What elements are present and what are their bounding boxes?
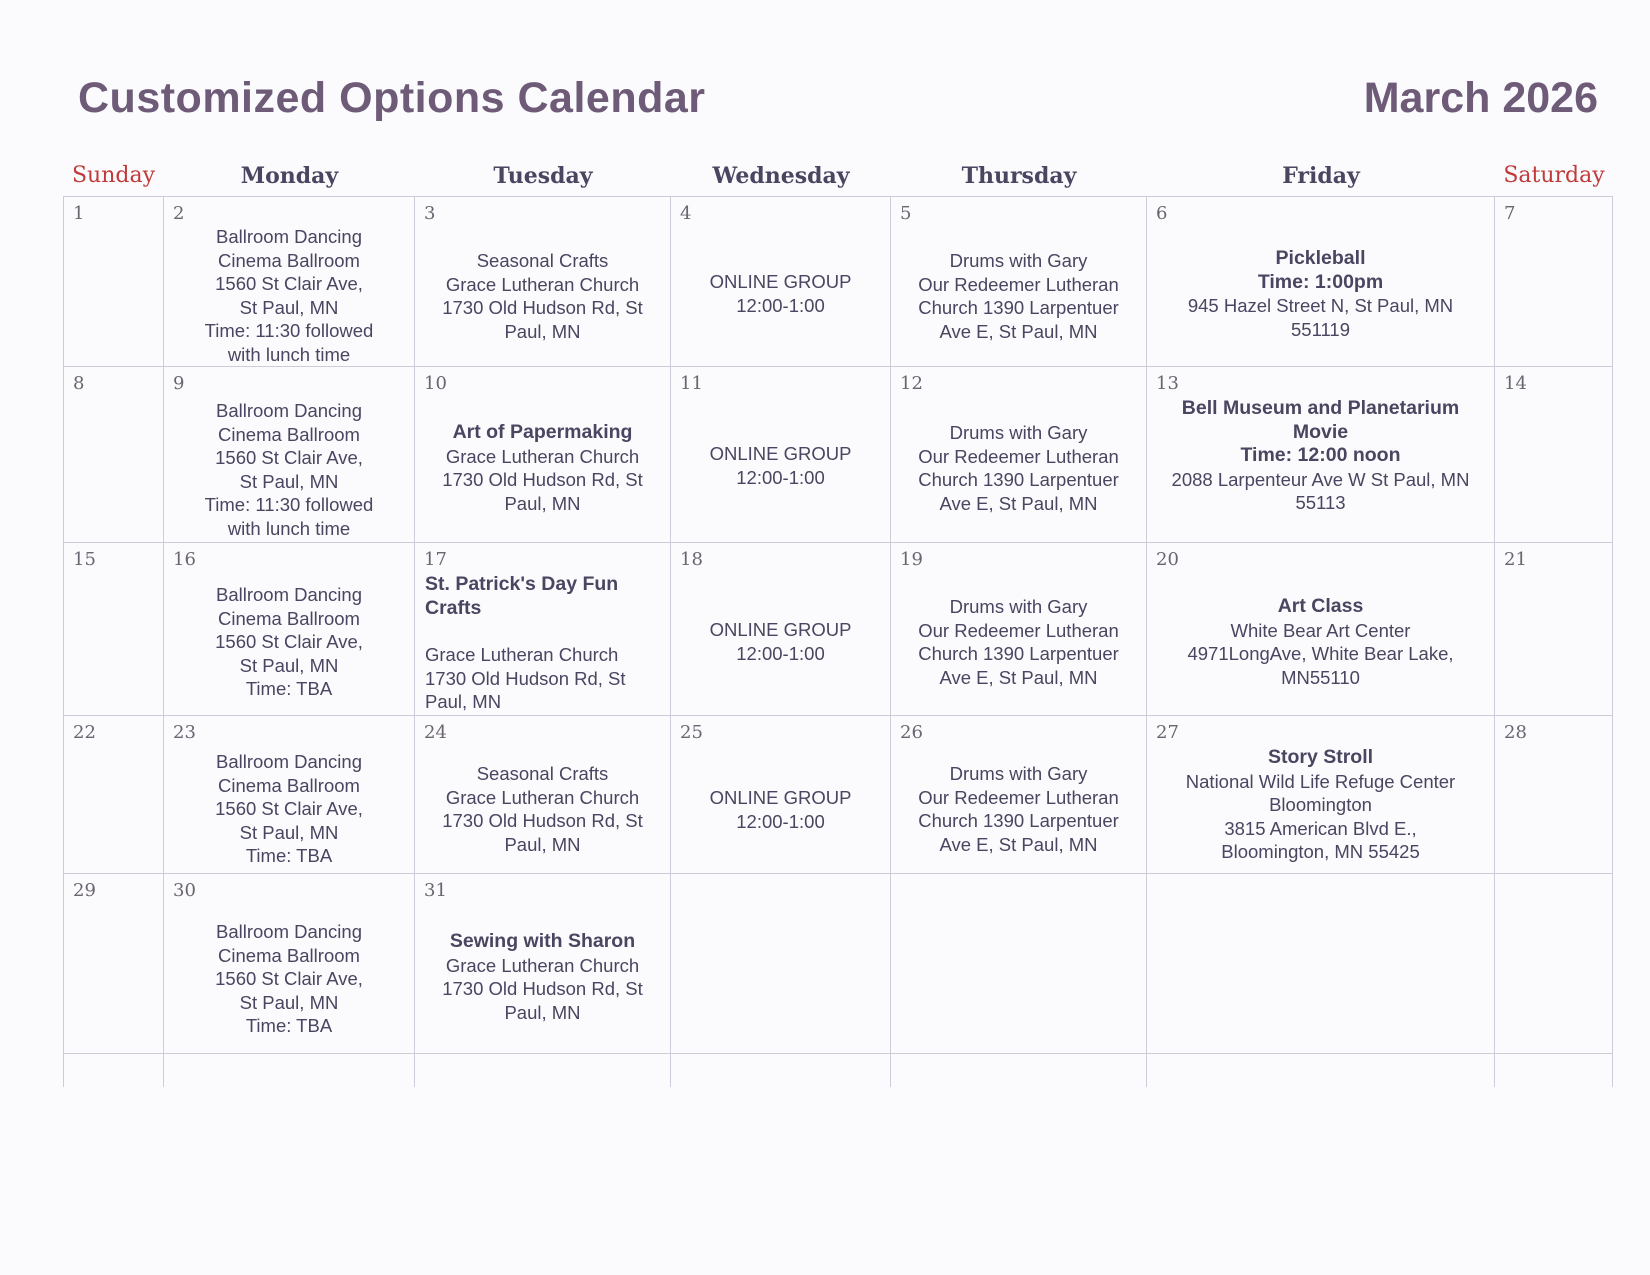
event-detail-line: Grace Lutheran Church bbox=[445, 786, 640, 808]
event-detail-line: Time: 11:30 followed bbox=[204, 320, 374, 341]
event-detail-line: Grace Lutheran Church bbox=[425, 644, 619, 665]
day-number: 24 bbox=[424, 722, 447, 743]
event-detail-line: 12:00-1:00 bbox=[736, 294, 825, 316]
month-label: March 2026 bbox=[1363, 74, 1598, 122]
day-cell bbox=[671, 874, 891, 1054]
event-detail-line: Seasonal Crafts bbox=[476, 250, 609, 271]
event-detail-line: Paul, MN bbox=[504, 492, 581, 514]
event-detail-line: Cinema Ballroom bbox=[218, 423, 360, 445]
weekday-tuesday: Tuesday bbox=[493, 163, 593, 189]
event-detail-line: Church 1390 Larpentuer bbox=[918, 810, 1119, 831]
event-detail-line: Ballroom Dancing bbox=[215, 400, 362, 421]
event-detail-line: Grace Lutheran Church bbox=[445, 445, 640, 467]
event-detail-line: 1560 St Clair Ave, bbox=[215, 273, 363, 294]
event-block bbox=[1147, 247, 1494, 341]
event-detail-line: 1560 St Clair Ave, bbox=[215, 631, 363, 652]
event-detail-line: Grace Lutheran Church bbox=[445, 954, 640, 976]
event-detail-line: St Paul, MN bbox=[239, 470, 339, 492]
event-detail-line: Paul, MN bbox=[504, 1001, 581, 1023]
day-number: 27 bbox=[1156, 722, 1179, 743]
event-detail-line: Time: 11:30 followed bbox=[204, 494, 374, 515]
day-number: 13 bbox=[1156, 373, 1179, 394]
event-title: Crafts bbox=[425, 596, 482, 619]
event-title: Bell Museum and Planetarium bbox=[1181, 397, 1460, 419]
day-number: 10 bbox=[424, 373, 447, 394]
event-title: Movie bbox=[1292, 420, 1349, 443]
day-number: 15 bbox=[73, 549, 96, 570]
event-title: St. Patrick's Day Fun bbox=[425, 573, 619, 595]
day-number: 1 bbox=[73, 203, 85, 224]
grid-tail-line bbox=[1146, 1054, 1147, 1087]
weekday-friday: Friday bbox=[1282, 163, 1360, 189]
grid-tail-line bbox=[414, 1054, 415, 1087]
day-number: 8 bbox=[73, 373, 85, 394]
event-detail-line: Time: TBA bbox=[245, 845, 333, 866]
event-detail-line: ONLINE GROUP bbox=[709, 443, 852, 464]
day-cell bbox=[63, 543, 164, 716]
event-block bbox=[415, 249, 670, 343]
event-title: Art Class bbox=[1277, 595, 1364, 617]
day-cell bbox=[1495, 197, 1613, 367]
day-number: 14 bbox=[1504, 373, 1527, 394]
event-detail-line: ONLINE GROUP bbox=[709, 271, 852, 292]
event-detail-line: Time: TBA bbox=[245, 1015, 333, 1036]
event-block bbox=[671, 442, 890, 489]
day-cell bbox=[164, 197, 415, 367]
event-block bbox=[671, 786, 890, 833]
event-block bbox=[891, 762, 1146, 856]
event-detail-line: Ballroom Dancing bbox=[215, 921, 362, 942]
event-block bbox=[671, 270, 890, 317]
event-detail-line: White Bear Art Center bbox=[1230, 619, 1411, 641]
event-block bbox=[164, 399, 414, 540]
day-number: 18 bbox=[680, 549, 703, 570]
event-block bbox=[891, 421, 1146, 515]
day-number: 25 bbox=[680, 722, 703, 743]
day-cell bbox=[415, 367, 671, 543]
event-detail-line: National Wild Life Refuge Center bbox=[1185, 770, 1456, 792]
day-cell bbox=[63, 874, 164, 1054]
event-detail-line: Seasonal Crafts bbox=[476, 763, 609, 784]
event-block bbox=[1147, 746, 1494, 864]
day-cell bbox=[164, 367, 415, 543]
grid-tail-line bbox=[1494, 1054, 1495, 1087]
event-block bbox=[1147, 595, 1494, 689]
event-detail-line: Ave E, St Paul, MN bbox=[939, 492, 1098, 514]
event-detail-line: Cinema Ballroom bbox=[218, 249, 360, 271]
event-block bbox=[891, 595, 1146, 689]
event-title: Time: 1:00pm bbox=[1257, 270, 1384, 293]
event-title: Pickleball bbox=[1275, 247, 1366, 269]
day-cell bbox=[1147, 197, 1495, 367]
event-detail-line: Our Redeemer Lutheran bbox=[918, 619, 1119, 641]
event-detail-line: Bloomington, MN 55425 bbox=[1221, 841, 1420, 862]
event-block bbox=[415, 421, 670, 515]
event-detail-line: with lunch time bbox=[227, 517, 351, 539]
day-cell bbox=[891, 197, 1147, 367]
day-number: 19 bbox=[900, 549, 923, 570]
event-detail-line: Ave E, St Paul, MN bbox=[939, 666, 1098, 688]
event-detail-line: 2088 Larpenteur Ave W St Paul, MN bbox=[1171, 468, 1470, 490]
day-number: 16 bbox=[173, 549, 196, 570]
event-detail-line: St Paul, MN bbox=[239, 821, 339, 843]
event-detail-line: 1730 Old Hudson Rd, St bbox=[425, 667, 626, 689]
event-block bbox=[671, 618, 890, 665]
grid-tail-line bbox=[670, 1054, 671, 1087]
event-detail-line: 3815 American Blvd E., bbox=[1224, 817, 1417, 839]
event-detail-line: 12:00-1:00 bbox=[736, 466, 825, 488]
day-number: 26 bbox=[900, 722, 923, 743]
event-detail-line: 1730 Old Hudson Rd, St bbox=[442, 469, 643, 490]
event-detail-line: Paul, MN bbox=[425, 691, 502, 712]
event-detail-line: Church 1390 Larpentuer bbox=[918, 297, 1119, 318]
event-detail-line: ONLINE GROUP bbox=[709, 619, 852, 640]
event-block bbox=[415, 762, 670, 856]
event-detail-line: Grace Lutheran Church bbox=[445, 273, 640, 295]
calendar-title: Customized Options Calendar bbox=[78, 74, 706, 122]
event-detail-line: Paul, MN bbox=[504, 320, 581, 342]
day-number: 6 bbox=[1156, 203, 1168, 224]
event-detail-line: 1730 Old Hudson Rd, St bbox=[442, 978, 643, 999]
event-detail-line: Our Redeemer Lutheran bbox=[918, 273, 1119, 295]
event-detail-line: St Paul, MN bbox=[239, 296, 339, 318]
event-detail-line: Our Redeemer Lutheran bbox=[918, 786, 1119, 808]
day-number: 31 bbox=[424, 880, 447, 901]
event-detail-line: Drums with Gary bbox=[949, 422, 1088, 443]
event-block bbox=[164, 920, 414, 1038]
day-number: 23 bbox=[173, 722, 196, 743]
event-detail-line: St Paul, MN bbox=[239, 991, 339, 1013]
day-number: 22 bbox=[73, 722, 96, 743]
day-cell bbox=[671, 197, 891, 367]
event-title: Sewing with Sharon bbox=[449, 930, 636, 952]
day-number: 2 bbox=[173, 203, 185, 224]
event-block bbox=[164, 750, 414, 868]
day-number: 4 bbox=[680, 203, 692, 224]
event-block bbox=[164, 583, 414, 701]
day-number: 5 bbox=[900, 203, 912, 224]
grid-tail-line bbox=[163, 1054, 164, 1087]
day-number: 9 bbox=[173, 373, 185, 394]
event-detail-line: 1560 St Clair Ave, bbox=[215, 447, 363, 468]
event-detail-line: Ballroom Dancing bbox=[215, 226, 362, 247]
day-cell bbox=[891, 716, 1147, 874]
weekday-wednesday: Wednesday bbox=[712, 163, 850, 189]
event-detail-line: 1560 St Clair Ave, bbox=[215, 968, 363, 989]
event-title: Time: 12:00 noon bbox=[1240, 444, 1401, 466]
event-block bbox=[164, 225, 414, 366]
event-detail-line: 12:00-1:00 bbox=[736, 642, 825, 664]
event-block bbox=[1147, 397, 1494, 515]
event-detail-line: Bloomington bbox=[1269, 794, 1372, 815]
grid-tail-line bbox=[890, 1054, 891, 1087]
day-number: 28 bbox=[1504, 722, 1527, 743]
event-detail-line: 12:00-1:00 bbox=[736, 810, 825, 832]
event-detail-line: 1730 Old Hudson Rd, St bbox=[442, 810, 643, 831]
day-cell bbox=[63, 197, 164, 367]
event-detail-line: 551119 bbox=[1291, 318, 1350, 340]
day-number: 20 bbox=[1156, 549, 1179, 570]
day-cell bbox=[415, 874, 671, 1054]
event-detail-line: Ave E, St Paul, MN bbox=[939, 320, 1098, 342]
grid-tail-line bbox=[63, 1054, 64, 1087]
event-detail-line: 55113 bbox=[1295, 492, 1346, 513]
day-cell bbox=[415, 543, 671, 716]
event-detail-line: Church 1390 Larpentuer bbox=[918, 643, 1119, 664]
day-cell bbox=[1147, 874, 1495, 1054]
calendar-grid bbox=[63, 196, 1613, 1087]
day-cell bbox=[63, 367, 164, 543]
event-detail-line: Cinema Ballroom bbox=[218, 607, 360, 629]
event-detail-line: MN55110 bbox=[1281, 666, 1360, 688]
event-block bbox=[891, 249, 1146, 343]
event-detail-line: Drums with Gary bbox=[949, 250, 1088, 271]
grid-tail-line bbox=[1612, 1054, 1613, 1087]
event-detail-line: 1730 Old Hudson Rd, St bbox=[442, 297, 643, 318]
day-cell bbox=[671, 716, 891, 874]
event-detail-line: Paul, MN bbox=[504, 833, 581, 855]
day-cell bbox=[671, 543, 891, 716]
day-number: 12 bbox=[900, 373, 923, 394]
day-number: 21 bbox=[1504, 549, 1527, 570]
event-block bbox=[415, 930, 670, 1024]
event-detail-line: with lunch time bbox=[227, 343, 351, 365]
event-detail-line: 1560 St Clair Ave, bbox=[215, 798, 363, 819]
day-number: 11 bbox=[680, 373, 703, 394]
event-detail-line: Time: TBA bbox=[245, 678, 333, 699]
event-detail-line: Church 1390 Larpentuer bbox=[918, 469, 1119, 490]
weekday-saturday: Saturday bbox=[1503, 163, 1605, 188]
day-cell bbox=[1495, 367, 1613, 543]
day-cell bbox=[1147, 716, 1495, 874]
day-cell bbox=[1147, 543, 1495, 716]
day-cell bbox=[891, 543, 1147, 716]
day-cell bbox=[164, 716, 415, 874]
event-detail-line: Ballroom Dancing bbox=[215, 584, 362, 605]
day-number: 17 bbox=[424, 549, 447, 570]
event-detail-line: Drums with Gary bbox=[949, 596, 1088, 617]
event-detail-line: Our Redeemer Lutheran bbox=[918, 445, 1119, 467]
day-number: 7 bbox=[1504, 203, 1516, 224]
event-detail-line: ONLINE GROUP bbox=[709, 787, 852, 808]
event-title: Art of Papermaking bbox=[452, 421, 633, 443]
day-cell bbox=[1495, 543, 1613, 716]
day-cell bbox=[415, 197, 671, 367]
day-number: 29 bbox=[73, 880, 96, 901]
weekday-thursday: Thursday bbox=[961, 163, 1077, 189]
weekday-sunday: Sunday bbox=[71, 163, 156, 188]
event-detail-line: 945 Hazel Street N, St Paul, MN bbox=[1187, 295, 1454, 316]
event-detail-line: St Paul, MN bbox=[239, 654, 339, 676]
event-title: Story Stroll bbox=[1267, 746, 1374, 768]
event-detail-line: Ave E, St Paul, MN bbox=[939, 833, 1098, 855]
day-cell bbox=[671, 367, 891, 543]
day-cell bbox=[1495, 874, 1613, 1054]
day-cell bbox=[1495, 716, 1613, 874]
event-detail-line: Cinema Ballroom bbox=[218, 944, 360, 966]
day-cell bbox=[1147, 367, 1495, 543]
event-detail-line: Cinema Ballroom bbox=[218, 774, 360, 796]
day-cell bbox=[415, 716, 671, 874]
weekday-monday: Monday bbox=[240, 163, 339, 189]
event-detail-line: 4971LongAve, White Bear Lake, bbox=[1187, 643, 1454, 664]
day-number: 30 bbox=[173, 880, 196, 901]
day-cell bbox=[63, 716, 164, 874]
event-detail-line: Ballroom Dancing bbox=[215, 751, 362, 772]
day-cell bbox=[891, 367, 1147, 543]
event-detail-line: Drums with Gary bbox=[949, 763, 1088, 784]
day-number: 3 bbox=[424, 203, 436, 224]
event-block bbox=[425, 573, 662, 714]
day-cell bbox=[891, 874, 1147, 1054]
day-cell bbox=[164, 874, 415, 1054]
day-cell bbox=[164, 543, 415, 716]
